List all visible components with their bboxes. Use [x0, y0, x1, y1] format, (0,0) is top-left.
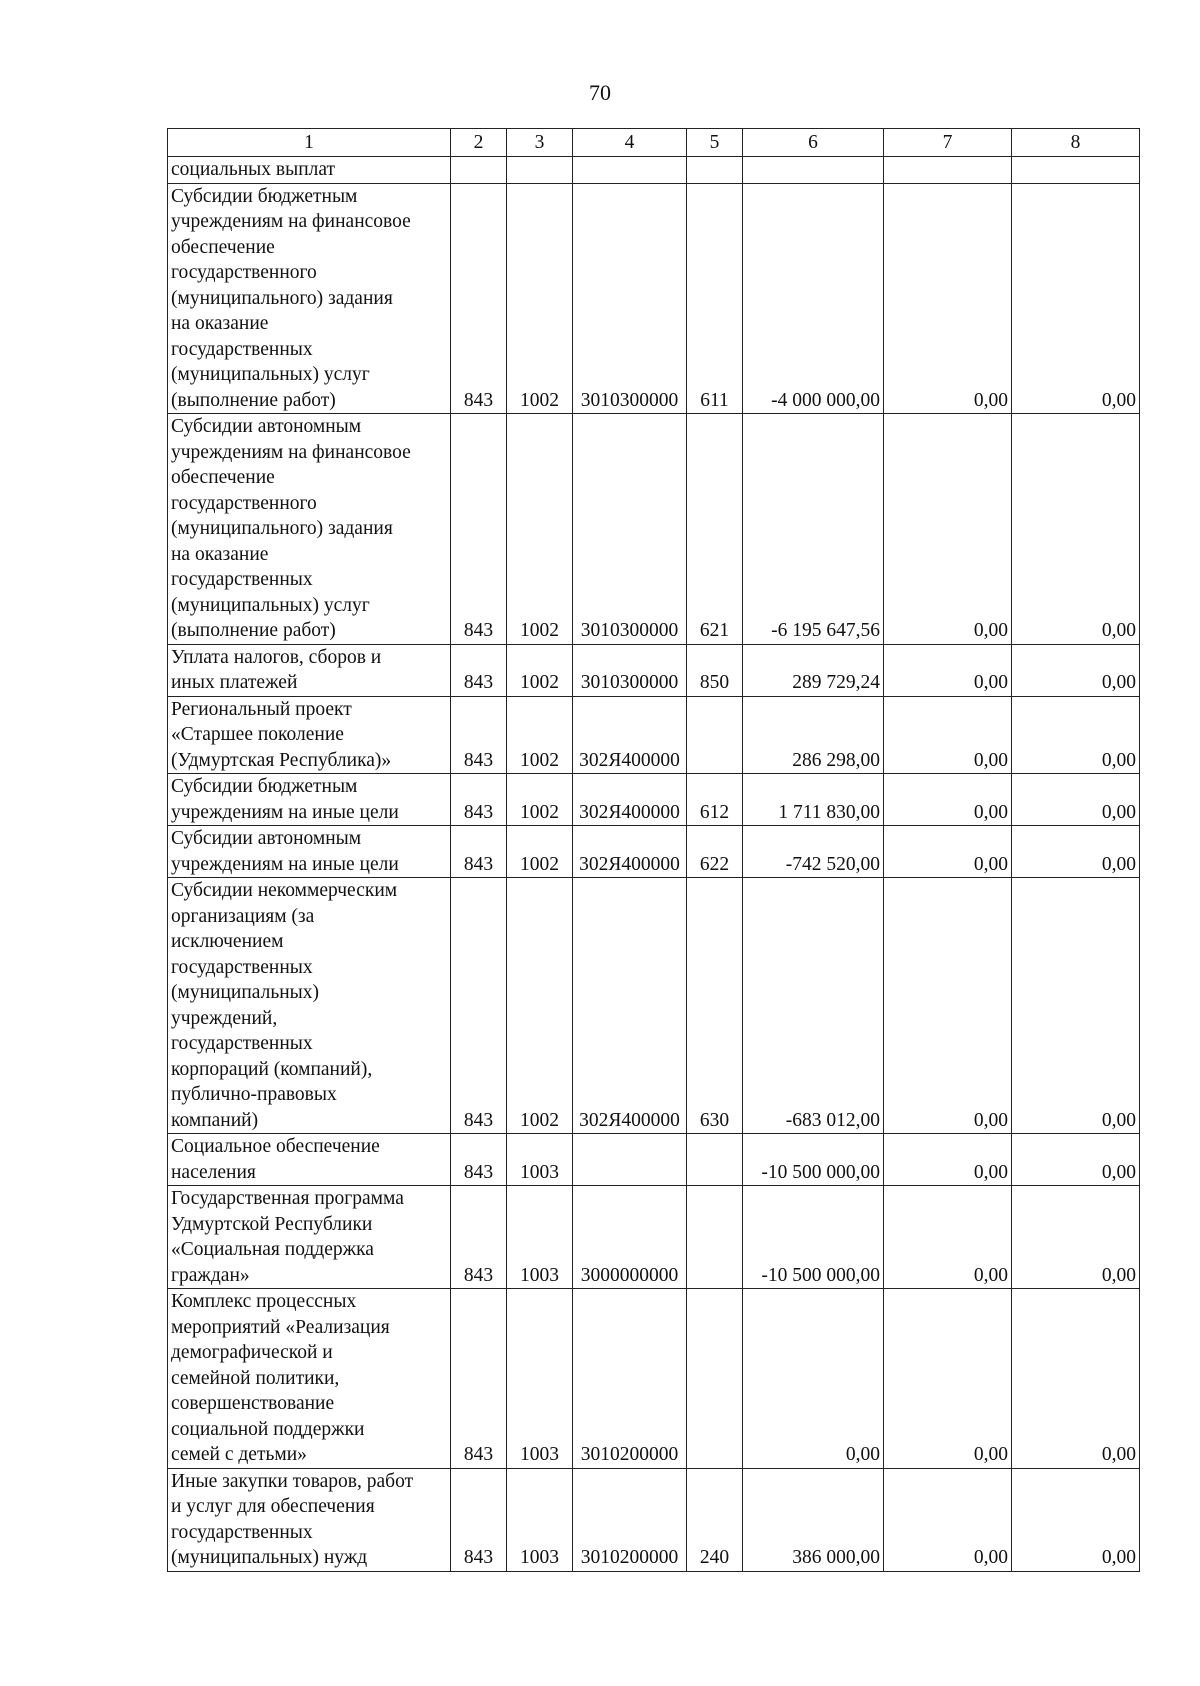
- cell-col5: 621: [687, 414, 743, 645]
- table-row: [168, 644, 1140, 696]
- row-name: Региональный проект «Старшее поколение (Удмуртская Республика)»: [168, 696, 451, 774]
- table-row: [168, 1468, 1140, 1571]
- cell-col8: 0,00: [1012, 1134, 1140, 1186]
- row-name: Субсидии автономным учреждениям на финансовое обеспечение государственного (муниципального) задания на оказание государственных (муниципальных) услуг (выполнение работ): [168, 414, 451, 645]
- table-row: [168, 774, 1140, 826]
- cell-col6: -683 012,00: [743, 878, 884, 1134]
- cell-col7: [884, 157, 1012, 184]
- cell-col7: 0,00: [884, 1468, 1012, 1571]
- cell-col8: 0,00: [1012, 878, 1140, 1134]
- cell-col2: 843: [451, 1186, 507, 1289]
- row-name: Иные закупки товаров, работ и услуг для обеспечения государственных (муниципальных) нужд: [168, 1468, 451, 1571]
- cell-col5: 240: [687, 1468, 743, 1571]
- cell-col2: 843: [451, 414, 507, 645]
- cell-col4: 3010300000: [573, 183, 687, 414]
- cell-col3: 1002: [507, 774, 573, 826]
- table-row: [168, 1134, 1140, 1186]
- table-row: [168, 414, 1140, 645]
- cell-col4: 3010300000: [573, 644, 687, 696]
- cell-col2: 843: [451, 826, 507, 878]
- cell-col5: 850: [687, 644, 743, 696]
- cell-col2: 843: [451, 1134, 507, 1186]
- cell-col4: 302Я400000: [573, 696, 687, 774]
- cell-col3: 1002: [507, 644, 573, 696]
- page-number: 70: [589, 80, 611, 105]
- header-cell: 8: [1012, 129, 1140, 157]
- table-row: [168, 1289, 1140, 1469]
- table-row: [168, 1186, 1140, 1289]
- cell-col6: -742 520,00: [743, 826, 884, 878]
- cell-col6: 289 729,24: [743, 644, 884, 696]
- cell-col3: 1003: [507, 1468, 573, 1571]
- cell-col3: 1002: [507, 183, 573, 414]
- header-cell: 1: [168, 129, 451, 157]
- cell-col7: 0,00: [884, 774, 1012, 826]
- cell-col2: 843: [451, 878, 507, 1134]
- cell-col5: [687, 1186, 743, 1289]
- cell-col8: 0,00: [1012, 183, 1140, 414]
- table-row: [168, 878, 1140, 1134]
- cell-col3: 1002: [507, 414, 573, 645]
- cell-col7: 0,00: [884, 644, 1012, 696]
- cell-col3: 1003: [507, 1186, 573, 1289]
- cell-col7: 0,00: [884, 183, 1012, 414]
- cell-col8: 0,00: [1012, 826, 1140, 878]
- cell-col6: -6 195 647,56: [743, 414, 884, 645]
- cell-col5: [687, 1134, 743, 1186]
- cell-col4: [573, 1134, 687, 1186]
- cell-col4: 302Я400000: [573, 826, 687, 878]
- table-row: [168, 183, 1140, 414]
- row-name: Уплата налогов, сборов и иных платежей: [168, 644, 451, 696]
- cell-col4: 3010300000: [573, 414, 687, 645]
- cell-col6: -10 500 000,00: [743, 1186, 884, 1289]
- cell-col7: 0,00: [884, 1134, 1012, 1186]
- cell-col5: 611: [687, 183, 743, 414]
- cell-col2: 843: [451, 1468, 507, 1571]
- cell-col2: 843: [451, 1289, 507, 1469]
- header-cell: 3: [507, 129, 573, 157]
- cell-col4: 302Я400000: [573, 878, 687, 1134]
- cell-col2: 843: [451, 696, 507, 774]
- header-cell: 2: [451, 129, 507, 157]
- cell-col4: 3010200000: [573, 1468, 687, 1571]
- row-name: Субсидии бюджетным учреждениям на иные цели: [168, 774, 451, 826]
- cell-col5: [687, 696, 743, 774]
- cell-col6: 386 000,00: [743, 1468, 884, 1571]
- cell-col6: 286 298,00: [743, 696, 884, 774]
- row-name: Государственная программа Удмуртской Республики «Социальная поддержка граждан»: [168, 1186, 451, 1289]
- cell-col5: [687, 1289, 743, 1469]
- header-row: [168, 129, 1140, 157]
- cell-col2: 843: [451, 183, 507, 414]
- cell-col8: 0,00: [1012, 774, 1140, 826]
- header-cell: 5: [687, 129, 743, 157]
- row-name: Субсидии бюджетным учреждениям на финансовое обеспечение государственного (муниципального) задания на оказание государственных (муниципальных) услуг (выполнение работ): [168, 183, 451, 414]
- cell-col3: [507, 157, 573, 184]
- header-cell: 6: [743, 129, 884, 157]
- cell-col6: -4 000 000,00: [743, 183, 884, 414]
- cell-col7: 0,00: [884, 1186, 1012, 1289]
- cell-col3: 1002: [507, 878, 573, 1134]
- cell-col5: 612: [687, 774, 743, 826]
- cell-col3: 1002: [507, 826, 573, 878]
- row-name: Субсидии автономным учреждениям на иные цели: [168, 826, 451, 878]
- budget-table: [167, 128, 1140, 1572]
- cell-col6: -10 500 000,00: [743, 1134, 884, 1186]
- table-row: [168, 157, 1140, 184]
- cell-col3: 1003: [507, 1134, 573, 1186]
- cell-col2: 843: [451, 774, 507, 826]
- cell-col7: 0,00: [884, 1289, 1012, 1469]
- cell-col5: 622: [687, 826, 743, 878]
- cell-col3: 1002: [507, 696, 573, 774]
- cell-col8: 0,00: [1012, 644, 1140, 696]
- cell-col6: 1 711 830,00: [743, 774, 884, 826]
- cell-col7: 0,00: [884, 878, 1012, 1134]
- cell-col8: 0,00: [1012, 696, 1140, 774]
- cell-col4: 3010200000: [573, 1289, 687, 1469]
- cell-col5: [687, 157, 743, 184]
- cell-col2: [451, 157, 507, 184]
- header-cell: 7: [884, 129, 1012, 157]
- cell-col8: 0,00: [1012, 414, 1140, 645]
- cell-col8: [1012, 157, 1140, 184]
- cell-col5: 630: [687, 878, 743, 1134]
- row-name: Социальное обеспечение населения: [168, 1134, 451, 1186]
- table-row: [168, 826, 1140, 878]
- cell-col2: 843: [451, 644, 507, 696]
- cell-col7: 0,00: [884, 826, 1012, 878]
- cell-col3: 1003: [507, 1289, 573, 1469]
- cell-col4: [573, 157, 687, 184]
- table-row: [168, 696, 1140, 774]
- row-name: социальных выплат: [168, 157, 451, 184]
- cell-col4: 3000000000: [573, 1186, 687, 1289]
- cell-col8: 0,00: [1012, 1468, 1140, 1571]
- cell-col8: 0,00: [1012, 1289, 1140, 1469]
- cell-col6: [743, 157, 884, 184]
- cell-col8: 0,00: [1012, 1186, 1140, 1289]
- row-name: Комплекс процессных мероприятий «Реализация демографической и семейной политики, совершенствование социальной поддержки семей с детьми»: [168, 1289, 451, 1469]
- cell-col7: 0,00: [884, 696, 1012, 774]
- cell-col7: 0,00: [884, 414, 1012, 645]
- cell-col4: 302Я400000: [573, 774, 687, 826]
- row-name: Субсидии некоммерческим организациям (за исключением государственных (муниципальных) учреждений, государственных корпораций (компаний), публично-правовых компаний): [168, 878, 451, 1134]
- header-cell: 4: [573, 129, 687, 157]
- cell-col6: 0,00: [743, 1289, 884, 1469]
